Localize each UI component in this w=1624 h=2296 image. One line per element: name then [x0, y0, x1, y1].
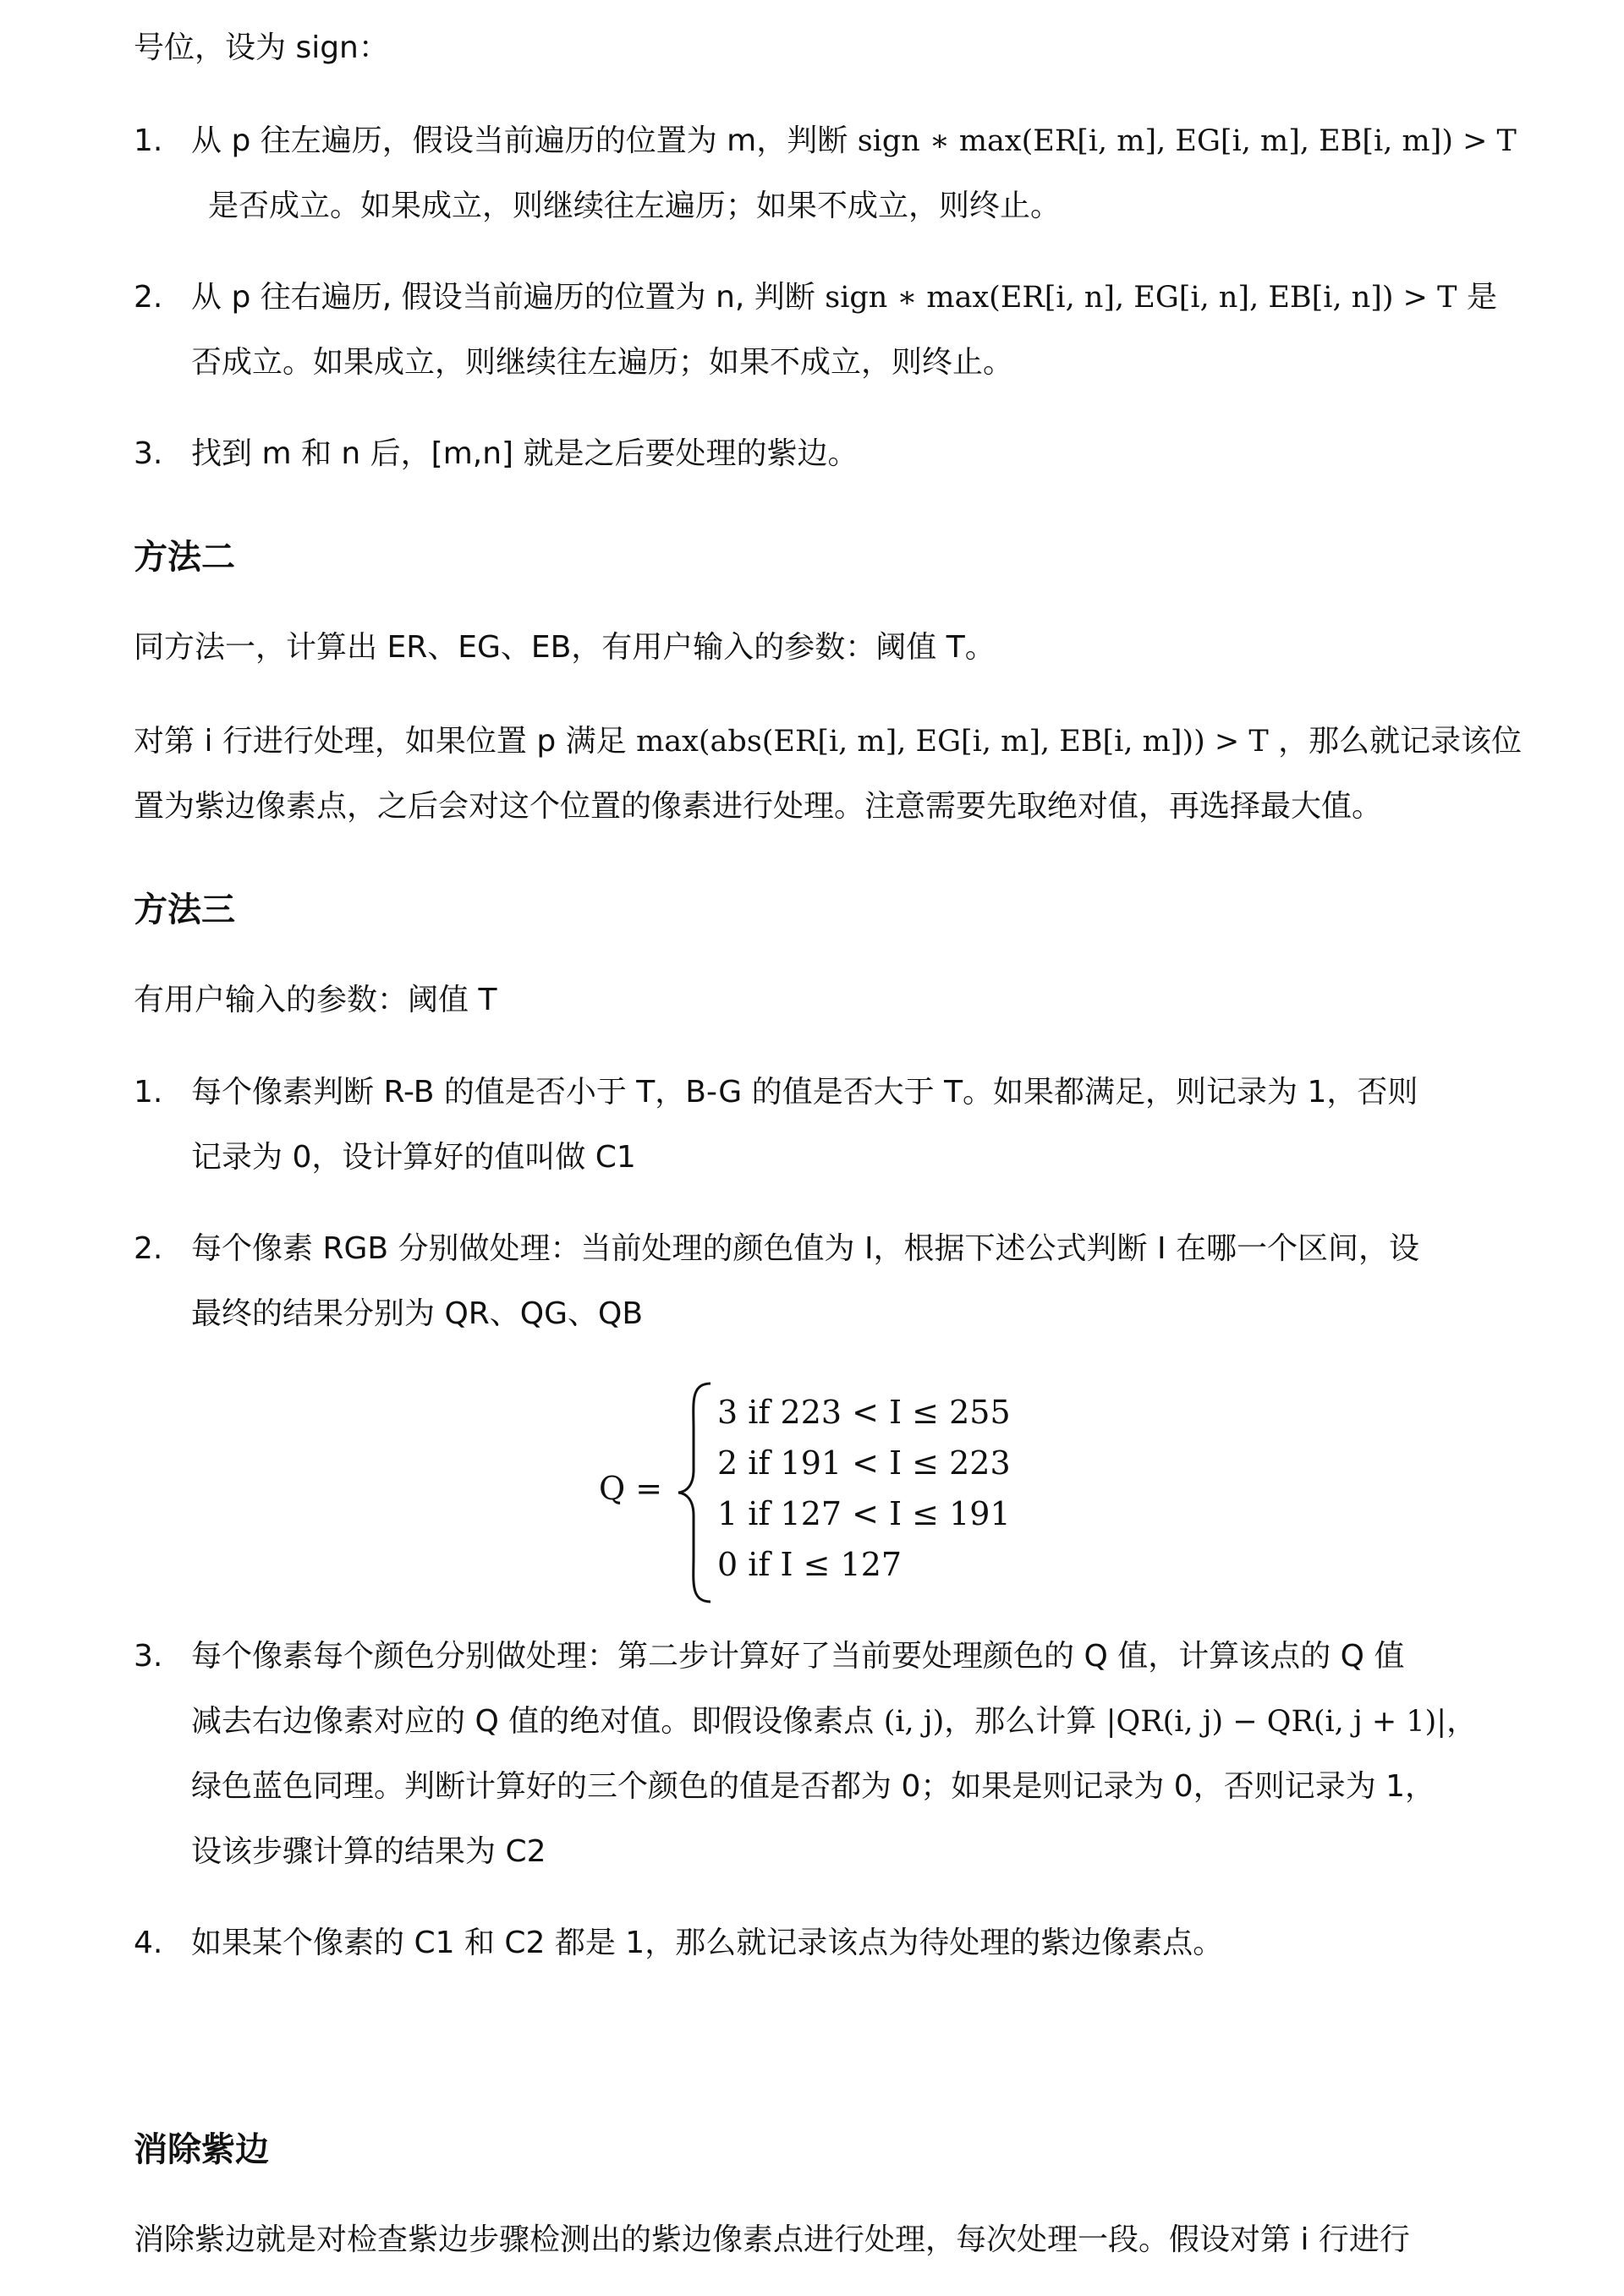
- list-text: 记录为 0，设计算好的值叫做 C1: [191, 1140, 636, 1175]
- method3-step-2-cont: [191, 1281, 643, 1347]
- inline-formula: max(abs(ER[i, m], EG[i, m], EB[i, m])) > T: [636, 725, 1269, 759]
- list-text: 否成立。如果成立，则继续往左遍历；如果不成立，则终止。: [191, 345, 1014, 380]
- method3-step-3-line4: [191, 1819, 546, 1885]
- left-brace-icon: [675, 1378, 717, 1607]
- heading-method-2: 方法二: [134, 538, 235, 577]
- list-number: 2.: [134, 1231, 163, 1266]
- method3-step-3-line2: [191, 1689, 1477, 1755]
- inline-formula: sign ∗ max(ER[i, m], EG[i, m], EB[i, m]) > T: [857, 124, 1517, 158]
- case-row-0: 0 if I ≤ 127: [717, 1546, 903, 1583]
- paragraph-text: 置为紫边像素点，之后会对这个位置的像素进行处理。注意需要先取绝对值，再选择最大值。: [134, 789, 1383, 824]
- method2-paragraph-1: [134, 615, 996, 681]
- heading-remove-fringe: 消除紫边: [134, 2130, 269, 2169]
- inline-formula: (i, j): [883, 1705, 945, 1739]
- case-row-3: 3 if 223 < I ≤ 255: [717, 1394, 1011, 1431]
- list-text: 找到 m 和 n 后，[m,n] 就是之后要处理的紫边。: [191, 436, 859, 471]
- list-text: 每个像素 RGB 分别做处理：当前处理的颜色值为 I，根据下述公式判断 I 在哪一个区间，设: [191, 1231, 1420, 1266]
- list-number: 1.: [134, 123, 163, 158]
- intro-line: [134, 15, 389, 81]
- method2-paragraph-2-cont: [134, 774, 1382, 840]
- paragraph-text: 同方法一，计算出 ER、EG、EB，有用户输入的参数：阈值 T。: [134, 630, 996, 665]
- list-text: ，那么计算: [944, 1704, 1097, 1739]
- inline-formula: sign ∗ max(ER[i, n], EG[i, n], EB[i, n]) > T: [825, 281, 1457, 315]
- list-number: 2.: [134, 280, 163, 315]
- list-text: 设该步骤计算的结果为 C2: [191, 1834, 546, 1869]
- list-number: 3.: [134, 436, 163, 471]
- inline-formula: |QR(i, j) − QR(i, j + 1)|: [1106, 1705, 1447, 1739]
- list-text: 如果某个像素的 C1 和 C2 都是 1，那么就记录该点为待处理的紫边像素点。: [191, 1926, 1224, 1960]
- method1-item-2-cont: [191, 330, 1013, 396]
- list-text: 每个像素判断 R-B 的值是否小于 T，B-G 的值是否大于 T。如果都满足，则记录为 1，否则: [191, 1075, 1418, 1110]
- method1-item-1-cont: [208, 173, 1061, 239]
- list-text: 是否成立。如果成立，则继续往左遍历；如果不成立，则终止。: [208, 189, 1062, 223]
- list-number: 4.: [134, 1926, 163, 1960]
- formula-lhs: Q =: [599, 1470, 663, 1507]
- list-text: 从 p 往右遍历, 假设当前遍历的位置为 n, 判断: [191, 280, 815, 315]
- paragraph-text: 有用户输入的参数：阈值 T: [134, 983, 497, 1017]
- paragraph-text: 对第 i 行进行处理，如果位置 p 满足: [134, 724, 627, 759]
- list-text: 减去右边像素对应的 Q 值的绝对值。即假设像素点: [191, 1704, 875, 1739]
- case-row-2: 2 if 191 < I ≤ 223: [717, 1444, 1011, 1482]
- paragraph-text: ，那么就记录该位: [1278, 724, 1522, 759]
- list-text: 是: [1466, 280, 1497, 315]
- method2-paragraph-2: [134, 709, 1522, 775]
- method3-step-3-line3: [191, 1754, 1435, 1820]
- list-text: ，: [1446, 1704, 1478, 1739]
- list-text: 绿色蓝色同理。判断计算好的三个颜色的值是否都为 0；如果是则记录为 0，否则记录为 1，: [191, 1769, 1436, 1804]
- heading-method-3: 方法三: [134, 890, 235, 929]
- list-number: 3.: [134, 1639, 163, 1674]
- case-row-1: 1 if 127 < I ≤ 191: [717, 1495, 1011, 1532]
- method3-paragraph-1: [134, 967, 497, 1033]
- paragraph-text: 消除紫边就是对检查紫边步骤检测出的紫边像素点进行处理，每次处理一段。假设对第 i 行进行: [134, 2222, 1410, 2257]
- piecewise-formula: [599, 1378, 1106, 1607]
- list-number: 1.: [134, 1075, 163, 1110]
- intro-text: 号位，设为 sign：: [134, 30, 389, 65]
- method3-step-1-cont: [191, 1125, 636, 1191]
- list-text: 最终的结果分别为 QR、QG、QB: [191, 1296, 644, 1331]
- remove-paragraph-1: [134, 2207, 1410, 2273]
- list-text: 每个像素每个颜色分别做处理：第二步计算好了当前要处理颜色的 Q 值，计算该点的 Q 值: [191, 1639, 1405, 1674]
- list-text: 从 p 往左遍历，假设当前遍历的位置为 m，判断: [191, 123, 848, 158]
